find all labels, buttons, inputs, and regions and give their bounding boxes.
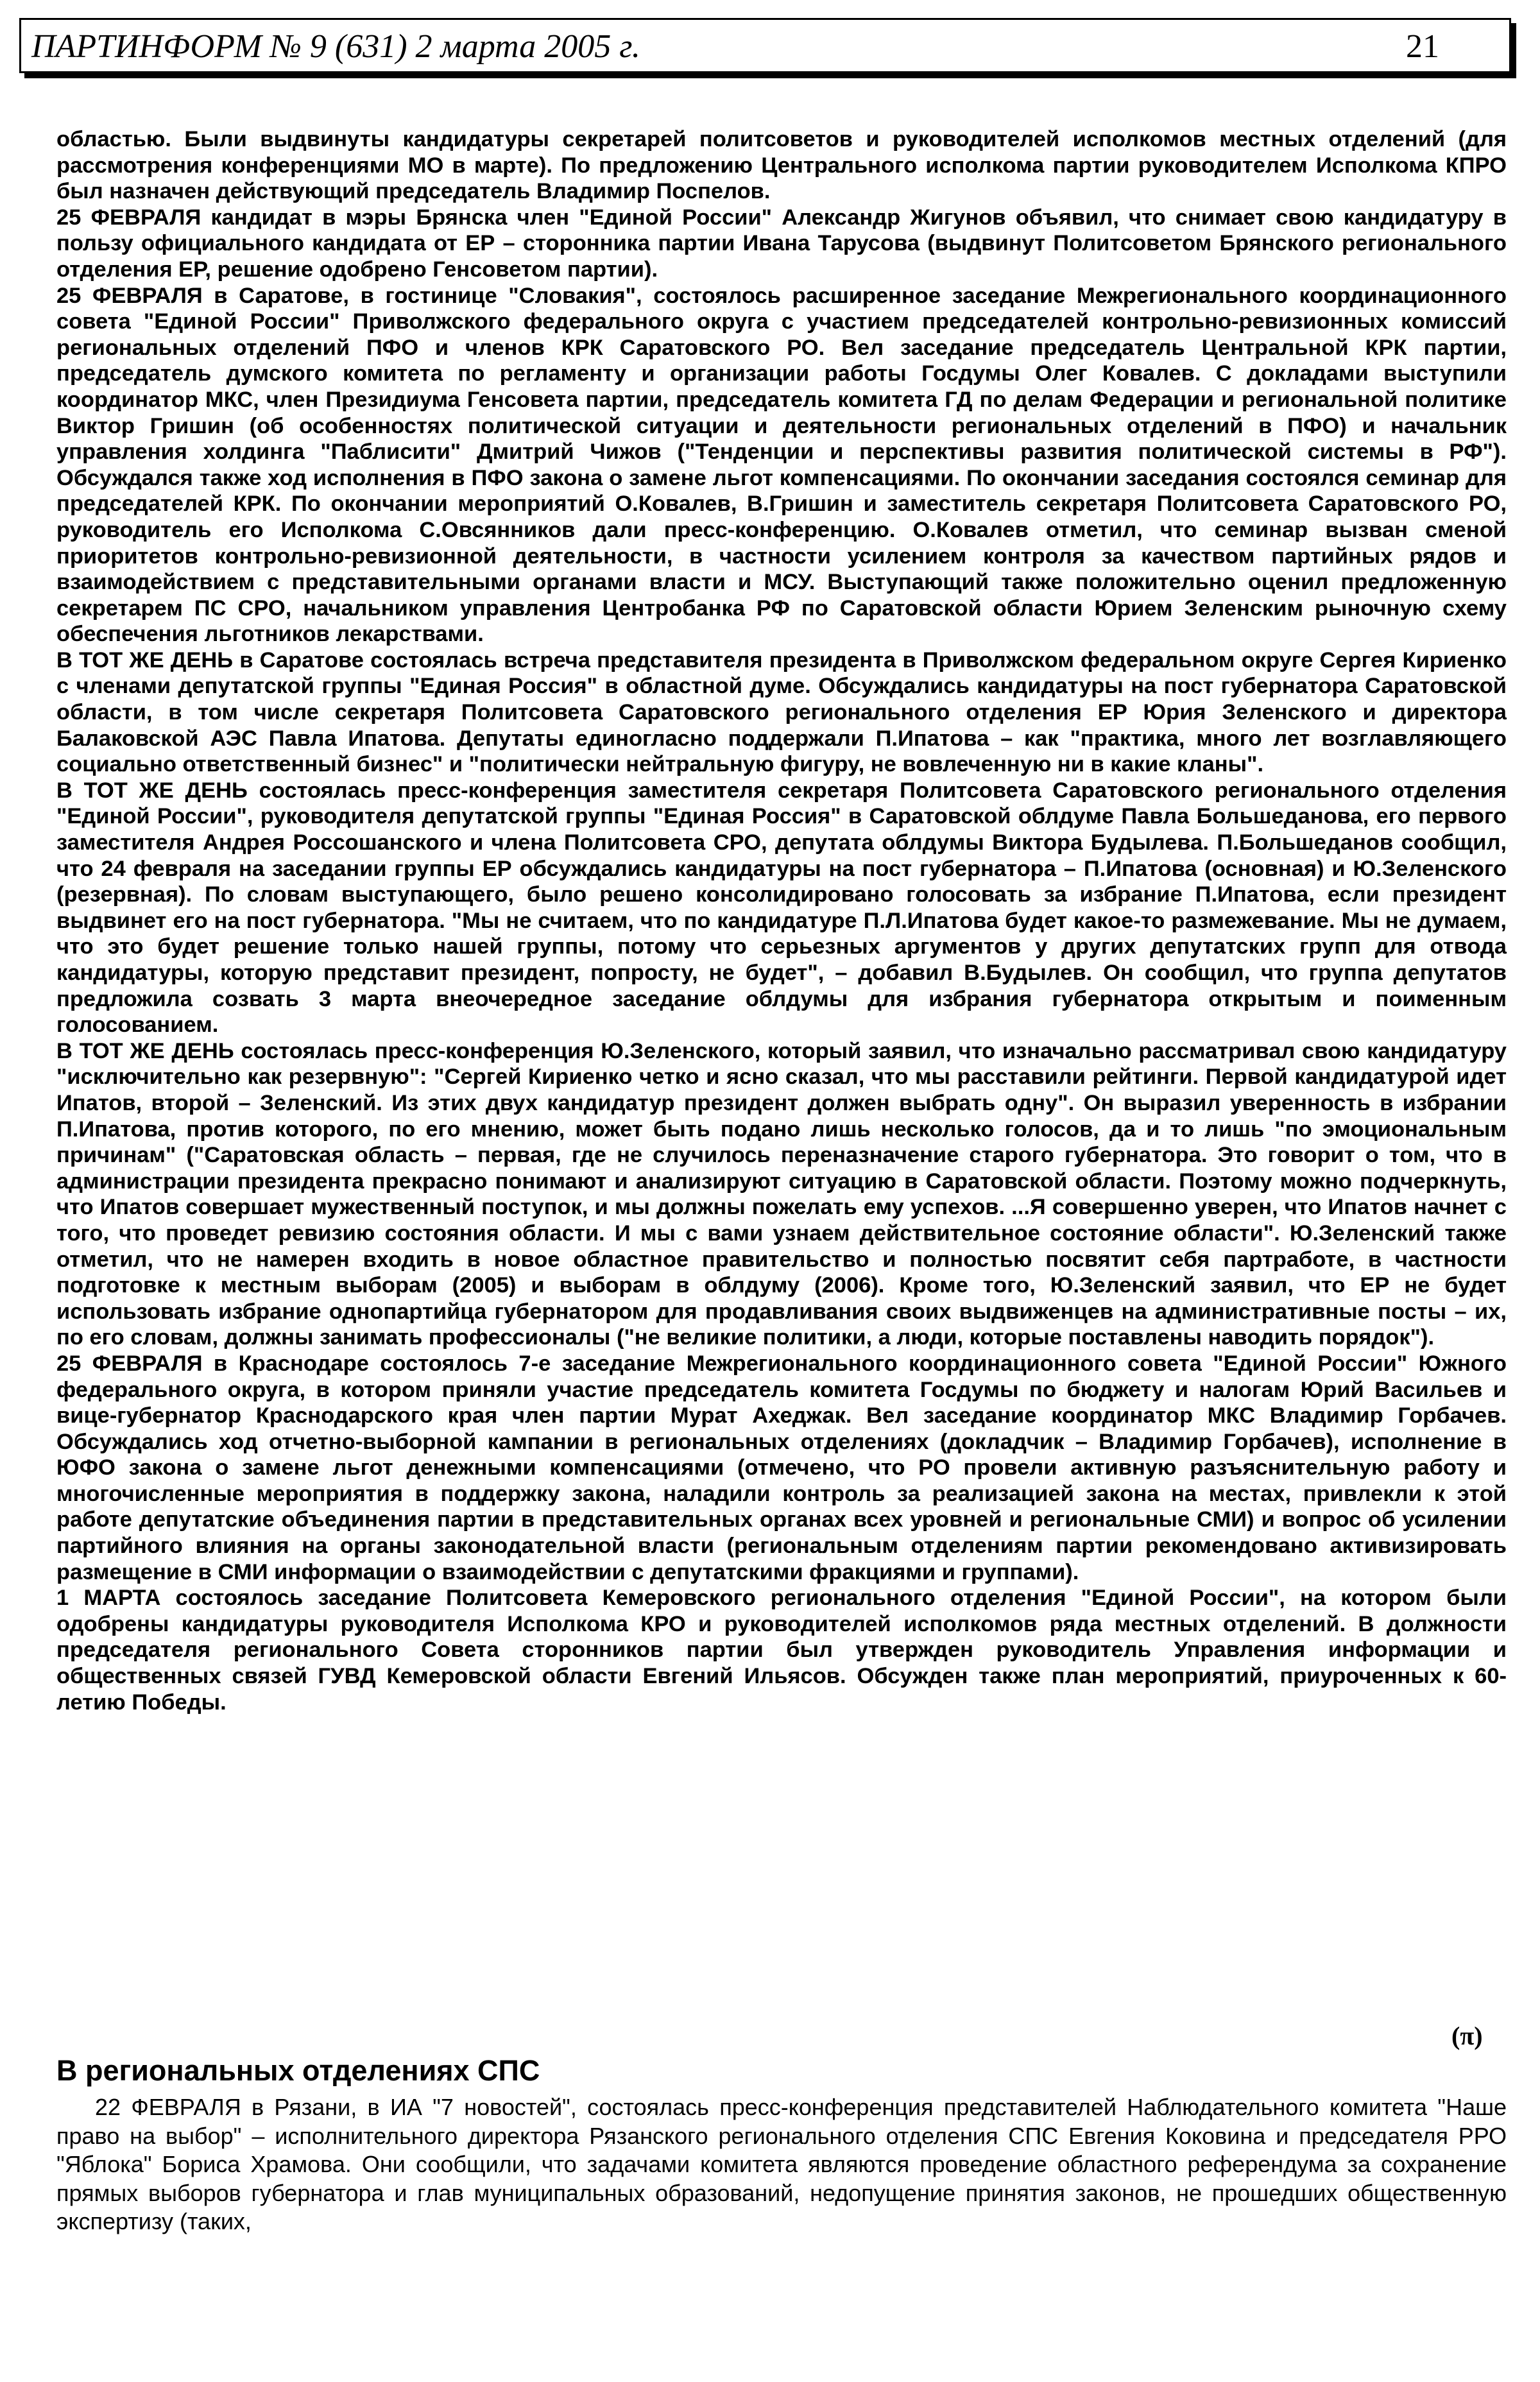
section-body	[56, 2093, 1507, 2236]
paragraph: 25 ФЕВРАЛЯ в Саратове, в гостинице "Словакия", состоялось расширенное заседание Межрегионального координационного совета "Единой России" Приволжского федерального округа с участием председателей контрольно-ревизионных комиссий региональных отделений ПФО и членов КРК Саратовского РО. Вел заседание председатель Центральной КРК партии, председатель думского комитета по регламенту и организации работы Госдумы Олег Ковалев. С докладами выступили координатор МКС, член Президиума Генсовета партии, председатель комитета ГД по делам Федерации и региональной политике Виктор Гришин (об особенностях политической ситуации и деятельности региональных отделений в ПФО) и начальник управления холдинга "Паблисити" Дмитрий Чижов ("Тенденции и перспективы развития политической системы в РФ"). Обсуждался также ход исполнения в ПФО закона о замене льгот компенсациями. По окончании заседания состоялся семинар для председателей КРК. По окончании мероприятий О.Ковалев, В.Гришин и заместитель секретаря Политсовета Саратовского РО, руководитель его Исполкома С.Овсянников дали пресс-конференцию. О.Ковалев отметил, что семинар вызван сменой приоритетов контрольно-ревизионной деятельности, в частности усилением контроля за качеством партийных рядов и взаимодействием с представительными органами власти и МСУ. Выступающий также положительно оценил предложенную секретарем ПС СРО, начальником управления Центробанка РФ по Саратовской области Юрием Зеленским рыночную схему обеспечения льготников лекарствами.	[56, 283, 1507, 647]
author-signature: (π)	[1451, 2021, 1483, 2050]
article-body	[56, 126, 1507, 1715]
paragraph: 25 ФЕВРАЛЯ кандидат в мэры Брянска член "Единой России" Александр Жигунов объявил, что снимает свою кандидатуру в пользу официального кандидата от ЕР – сторонника партии Ивана Тарусова (выдвинут Политсоветом Брянского регионального отделения ЕР, решение одобрено Генсоветом партии).	[56, 205, 1507, 282]
section-title: В региональных отделениях СПС	[56, 2054, 540, 2087]
page-header	[19, 18, 1511, 73]
paragraph: 22 ФЕВРАЛЯ в Рязани, в ИА "7 новостей", состоялась пресс-конференция представителей Наблюдательного комитета "Наше право на выбор" – исполнительного директора Рязанского регионального отделения СПС Евгения Коковина и председателя РРО "Яблока" Бориса Храмова. Они сообщили, что задачами комитета являются проведение областного референдума за сохранение прямых выборов губернатора и глав муниципальных образований, недопущение принятия законов, не прошедших общественную экспертизу (таких,	[56, 2094, 1507, 2234]
page-number: 21	[1406, 28, 1439, 65]
paragraph: областью. Были выдвинуты кандидатуры секретарей политсоветов и руководителей исполкомов местных отделений (для рассмотрения конференциями МО в марте). По предложению Центрального исполкома партии руководителем Исполкома КПРО был назначен действующий председатель Владимир Поспелов.	[56, 127, 1507, 204]
paragraph: 25 ФЕВРАЛЯ в Краснодаре состоялось 7-е заседание Межрегионального координационного совета "Единой России" Южного федерального округа, в котором приняли участие председатель комитета Госдумы по бюджету и налогам Юрий Васильев и вице-губернатор Краснодарского края член партии Мурат Ахеджак. Вел заседание координатор МКС Владимир Горбачев. Обсуждались ход отчетно-выборной кампании в региональных отделениях (докладчик – Владимир Горбачев), исполнение в ЮФО закона о замене льгот денежными компенсациями (отмечено, что РО провели активную разъяснительную работу и многочисленные мероприятия в поддержку закона, наладили контроль за реализацией закона на местах, привлекли к этой работе депутатские объединения партии в представительных органах всех уровней и региональные СМИ) и вопрос об усилении партийного влияния на органы законодательной власти (региональным отделениям партии рекомендовано активизировать размещение в СМИ информации о взаимодействии с депутатскими фракциями и группами).	[56, 1351, 1507, 1584]
publication-title: ПАРТИНФОРМ № 9 (631) 2 марта 2005 г.	[31, 28, 640, 65]
paragraph: В ТОТ ЖЕ ДЕНЬ состоялась пресс-конференция заместителя секретаря Политсовета Саратовского регионального отделения "Единой России", руководителя депутатской группы "Единая Россия" в Саратовской облдуме Павла Большеданова, его первого заместителя Андрея Россошанского и члена Политсовета СРО, депутата облдумы Виктора Будылева. П.Большеданов сообщил, что 24 февраля на заседании группы ЕР обсуждались кандидатуры на пост губернатора – П.Ипатова (основная) и Ю.Зеленского (резервная). По словам выступающего, было решено консолидировано голосовать за избрание П.Ипатова, если президент выдвинет его на пост губернатора. "Мы не считаем, что по кандидатуре П.Л.Ипатова будет какое-то размежевание. Мы не думаем, что это будет решение только нашей группы, потому что серьезных аргументов у других депутатских групп для отвода кандидатуры, которую представит президент, попросту, не будет", – добавил В.Будылев. Он сообщил, что группа депутатов предложила созвать 3 марта внеочередное заседание облдумы для избрания губернатора открытым и поименным голосованием.	[56, 778, 1507, 1038]
paragraph: В ТОТ ЖЕ ДЕНЬ состоялась пресс-конференция Ю.Зеленского, который заявил, что изначально рассматривал свою кандидатуру "исключительно как резервную": "Сергей Кириенко четко и ясно сказал, что мы расставили рейтинги. Первой кандидатурой идет Ипатов, второй – Зеленский. Из этих двух кандидатур президент должен выбрать одну". Он выразил уверенность в избрании П.Ипатова, против которого, по его мнению, может быть подано лишь несколько голосов, да и то лишь "по эмоциональным причинам" ("Саратовская область – первая, где не случилось переназначение старого губернатора. Это говорит о том, что в администрации президента прекрасно понимают и анализируют ситуацию в Саратовской области. Поэтому можно подчеркнуть, что Ипатов совершает мужественный поступок, и мы должны пожелать ему успехов. ...Я совершенно уверен, что Ипатов начнет с того, что проведет ревизию состояния области. И мы с вами узнаем действительное состояние области". Ю.Зеленский также отметил, что не намерен входить в новое областное правительство и полностью посвятит себя партработе, в частности подготовке к местным выборам (2005) и выборам в облдуму (2006). Кроме того, Ю.Зеленский заявил, что ЕР не будет использовать избрание однопартийца губернатором для продавливания своих выдвиженцев на административные посты – их, по его словам, должны занимать профессионалы ("не великие политики, а люди, которые поставлены наводить порядок").	[56, 1038, 1507, 1350]
paragraph: 1 МАРТА состоялось заседание Политсовета Кемеровского регионального отделения "Единой России", на котором были одобрены кандидатуры руководителя Исполкома КРО и руководителей исполкомов ряда местных отделений. В должности председателя регионального Совета сторонников партии был утвержден руководитель Управления информации и общественных связей ГУВД Кемеровской области Евгений Ильясов. Обсужден также план мероприятий, приуроченных к 60-летию Победы.	[56, 1586, 1507, 1715]
paragraph: В ТОТ ЖЕ ДЕНЬ в Саратове состоялась встреча представителя президента в Приволжском федеральном округе Сергея Кириенко с членами депутатской группы "Единая Россия" в областной думе. Обсуждались кандидатуры на пост губернатора Саратовской области, в том числе секретаря Политсовета Саратовского регионального отделения ЕР Юрия Зеленского и директора Балаковской АЭС Павла Ипатова. Депутаты единогласно поддержали П.Ипатова – как "практика, много лет возглавляющего социально ответственный бизнес" и "политически нейтральную фигуру, не вовлеченную ни в какие кланы".	[56, 647, 1507, 777]
